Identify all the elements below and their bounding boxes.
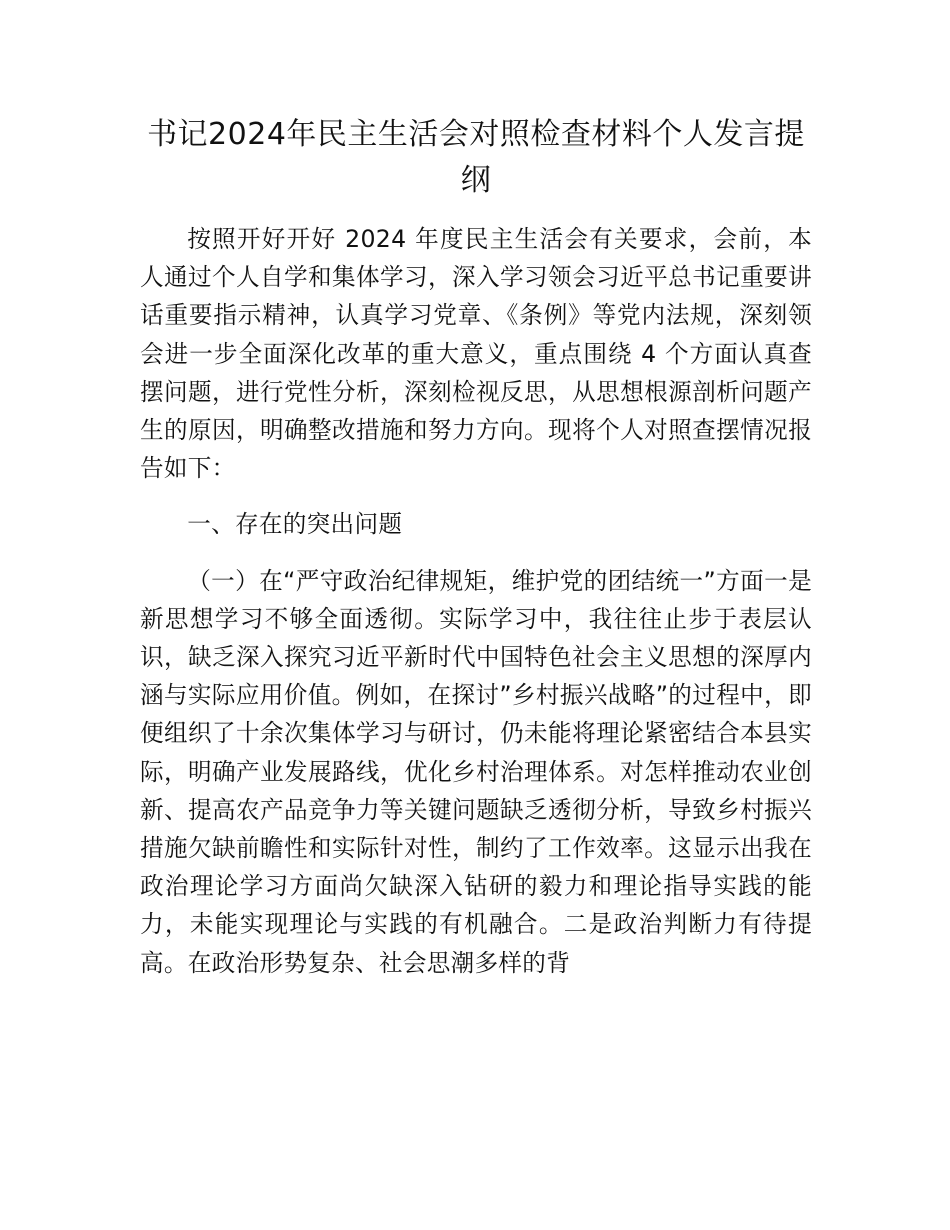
subsection-body: 一是新思想学习不够全面透彻。实际学习中，我往往止步于表层认识，缺乏深入探究习近平新时代中国特色社会主义思想的深厚内涵与实际应用价值。例如，在探讨”乡村振兴战略”的过程中，即便组织了十余次集体学习与研讨，仍未能将理论紧密结合本县实际，明确产业发展路线，优化乡村治理体系。对怎样推动农业创新、提高农产品竞争力等关键问题缺乏透彻分析，导致乡村振兴措施欠缺前瞻性和实际针对性，制约了工作效率。这显示出我在政治理论学习方面尚欠缺深入钻研的毅力和理论指导实践的能力，未能实现理论与实践的有机融合。二是政治判断力有待提高。在政治形势复杂、社会思潮多样的背 xyxy=(140,566,812,977)
section-heading: 一、存在的突出问题 xyxy=(187,510,403,539)
document-title: 书记2024年民主生活会对照检查材料个人发言提纲 xyxy=(147,117,805,198)
intro-paragraph: 按照开好开好 2024 年度民主生活会有关要求，会前，本人通过个人自学和集体学习，深入学习领会习近平总书记重要讲话重要指示精神，认真学习党章、《条例》等党内法规，深刻领会进一步全面深化改革的重大意义，重点围绕 4 个方面认真查摆问题，进行党性分析，深刻检视反思，从思想根源剖析问题产生的原因，明确整改措施和努力方向。现将个人对照查摆情况报告如下： xyxy=(140,225,812,483)
subsection-heading: （一）在“严守政治纪律规矩，维护党的团结统一”方面 xyxy=(187,566,765,595)
document-content xyxy=(140,112,812,982)
subsection-paragraph xyxy=(140,562,812,982)
